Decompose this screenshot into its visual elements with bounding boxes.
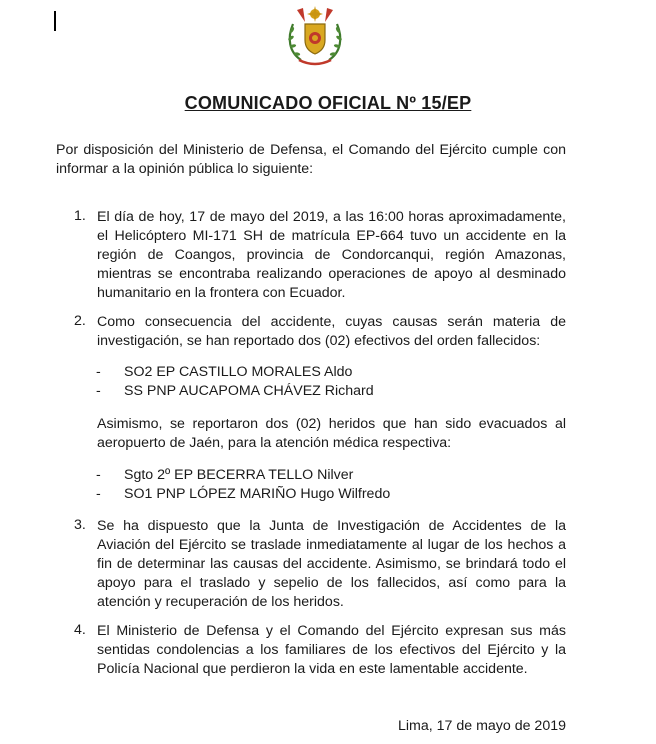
item-number: 2. — [74, 313, 86, 329]
heridos-paragraph: Asimismo, se reportaron dos (02) heridos que han sido evacuados al aeropuerto de Jaén, para la atención médica respectiva: — [97, 416, 566, 451]
person-name: SO2 EP CASTILLO MORALES Aldo — [124, 364, 353, 380]
intro-paragraph: Por disposición del Ministerio de Defensa, el Comando del Ejército cumple con informar a la opinión pública lo siguiente: — [56, 142, 566, 177]
item-number: 4. — [74, 622, 86, 638]
bullet-dash: - — [96, 383, 101, 399]
list-item-1 — [74, 208, 566, 303]
heridos-list — [96, 466, 566, 504]
list-item — [96, 382, 566, 401]
list-item — [96, 466, 566, 485]
list-item-2 — [74, 313, 566, 351]
item-text: El Ministerio de Defensa y el Comando del Ejército expresan sus más sentidas condolencias a los familiares de los efectivos del Ejército y la Policía Nacional que perdieron la vida en este lamentable accidente. — [97, 623, 566, 677]
text-cursor — [54, 11, 56, 31]
fallecidos-list — [96, 363, 566, 401]
signature-date: Lima, 17 de mayo de 2019 — [398, 718, 566, 734]
peruvian-coat-of-arms-icon — [283, 4, 347, 70]
list-item-4 — [74, 622, 566, 679]
person-name: SS PNP AUCAPOMA CHÁVEZ Richard — [124, 383, 374, 399]
list-item-3 — [74, 517, 566, 612]
bullet-dash: - — [96, 364, 101, 380]
bullet-dash: - — [96, 467, 101, 483]
item-text: Se ha dispuesto que la Junta de Investigación de Accidentes de la Aviación del Ejército se traslade inmediatamente al lugar de los hechos a fin de determinar las causas del accidente. Asimismo, se brindará todo el apoyo para el traslado y sepelio de los fallecidos, así como para la atención y recuperación de los heridos. — [97, 518, 566, 610]
item-number: 3. — [74, 517, 86, 533]
person-name: SO1 PNP LÓPEZ MARIÑO Hugo Wilfredo — [124, 486, 391, 502]
document-title: COMUNICADO OFICIAL Nº 15/EP — [184, 93, 472, 113]
person-name: Sgto 2º EP BECERRA TELLO Nilver — [124, 467, 354, 483]
list-item — [96, 485, 566, 504]
item-number: 1. — [74, 208, 86, 224]
bullet-dash: - — [96, 486, 101, 502]
list-item — [96, 363, 566, 382]
item-text: El día de hoy, 17 de mayo del 2019, a las 16:00 horas aproximadamente, el Helicóptero MI-171 SH de matrícula EP-664 tuvo un accidente en la región de Coangos, provincia de Condorcanqui, región Amazonas, mientras se encontraba realizando operaciones de apoyo al desminado humanitario en la frontera con Ecuador. — [97, 209, 566, 301]
item-text: Como consecuencia del accidente, cuyas causas serán materia de investigación, se han reportado dos (02) efectivos del orden fallecidos: — [97, 314, 566, 349]
